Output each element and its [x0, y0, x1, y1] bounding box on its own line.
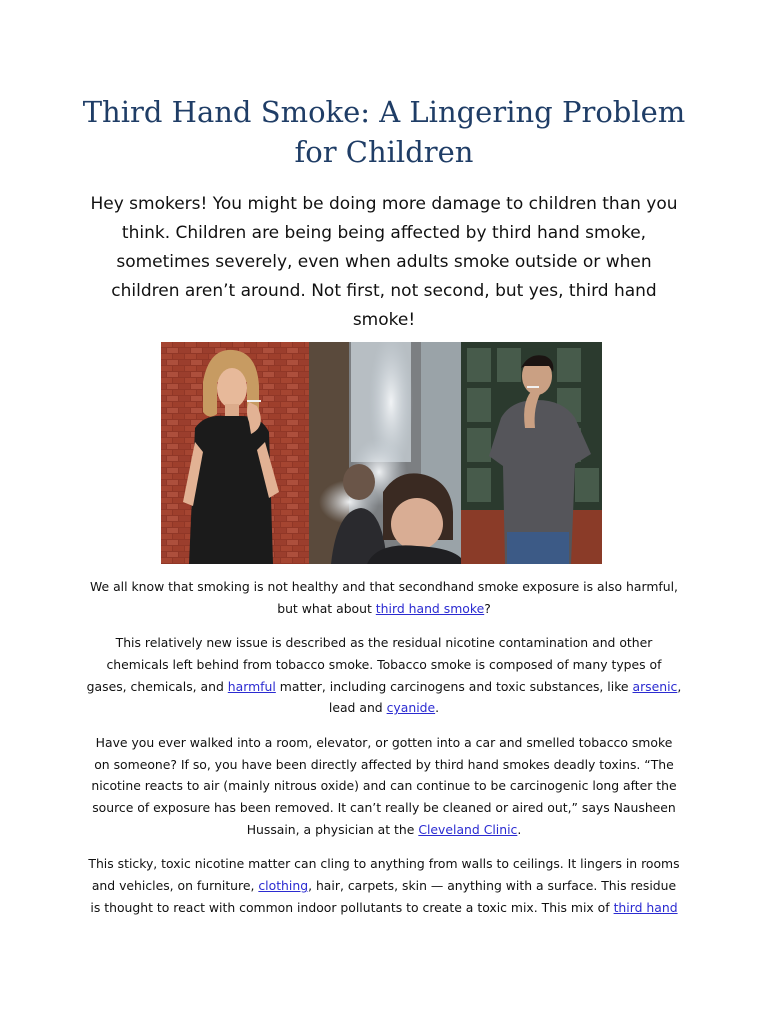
- photo-man-window: [461, 342, 602, 564]
- link-cyanide[interactable]: cyanide: [386, 700, 436, 716]
- paragraph-3: [86, 732, 682, 841]
- intro-paragraph: Hey smokers! You might be doing more damage to children than you think. Children are being being affected by third hand smoke, sometimes severely, even when adults smoke outside or when children aren’t around. Not first, not second, but yes, third hand smoke!: [90, 194, 678, 330]
- paragraph-2: [86, 632, 682, 719]
- paragraph-text: We all know that smoking is not healthy and that secondhand smoke exposure is also harmful, but what about: [90, 579, 678, 616]
- paragraph-text: This relatively new issue is described as the residual nicotine contamination and other chemicals left behind from tobacco smoke. Tobacco smoke is composed of many types of gases, chemicals, and: [86, 635, 662, 694]
- photo-street-smoke: [309, 342, 465, 564]
- paragraph-text: .: [517, 821, 522, 837]
- paragraph-text: ?: [484, 600, 491, 616]
- article-body: [86, 576, 682, 931]
- link-third-hand[interactable]: third hand: [613, 899, 678, 915]
- paragraph-text: matter, including carcinogens and toxic substances, like: [275, 678, 633, 694]
- paragraph-text: Have you ever walked into a room, elevator, or gotten into a car and smelled tobacco smoke on someone? If so, you have been directly affected by third hand smokes deadly toxins. “The nicotine reacts to air (mainly nitrous oxide) and can continue to be carcinogenic long after the source of exposure has been removed. It can’t really be cleaned or aired out,” says Nausheen Hussain, a physician at the: [91, 734, 677, 837]
- paragraph-4: [86, 853, 682, 918]
- paragraph-text: .: [435, 700, 440, 716]
- paragraph-text: , lead and: [328, 678, 682, 716]
- link-clothing[interactable]: clothing: [258, 877, 309, 893]
- paragraph-1: [86, 576, 682, 619]
- paragraph-text: This sticky, toxic nicotine matter can cling to anything from walls to ceilings. It lingers in rooms and vehicles, on furniture,: [88, 856, 680, 893]
- paragraph-text: , hair, carpets, skin — anything with a surface. This residue is thought to react with common indoor pollutants to create a toxic mix. This mix of: [90, 877, 677, 915]
- link-harmful[interactable]: harmful: [227, 678, 276, 694]
- link-cleveland-clinic[interactable]: Cleveland Clinic: [418, 821, 518, 837]
- link-arsenic[interactable]: arsenic: [632, 678, 678, 694]
- smokers-photo-collage: [161, 342, 602, 564]
- collage-illustration: [161, 342, 602, 564]
- photo-woman-brick-wall: [161, 342, 309, 564]
- page-title: Third Hand Smoke: A Lingering Problem for Children: [82, 95, 686, 169]
- link-third-hand-smoke[interactable]: third hand smoke: [375, 600, 485, 616]
